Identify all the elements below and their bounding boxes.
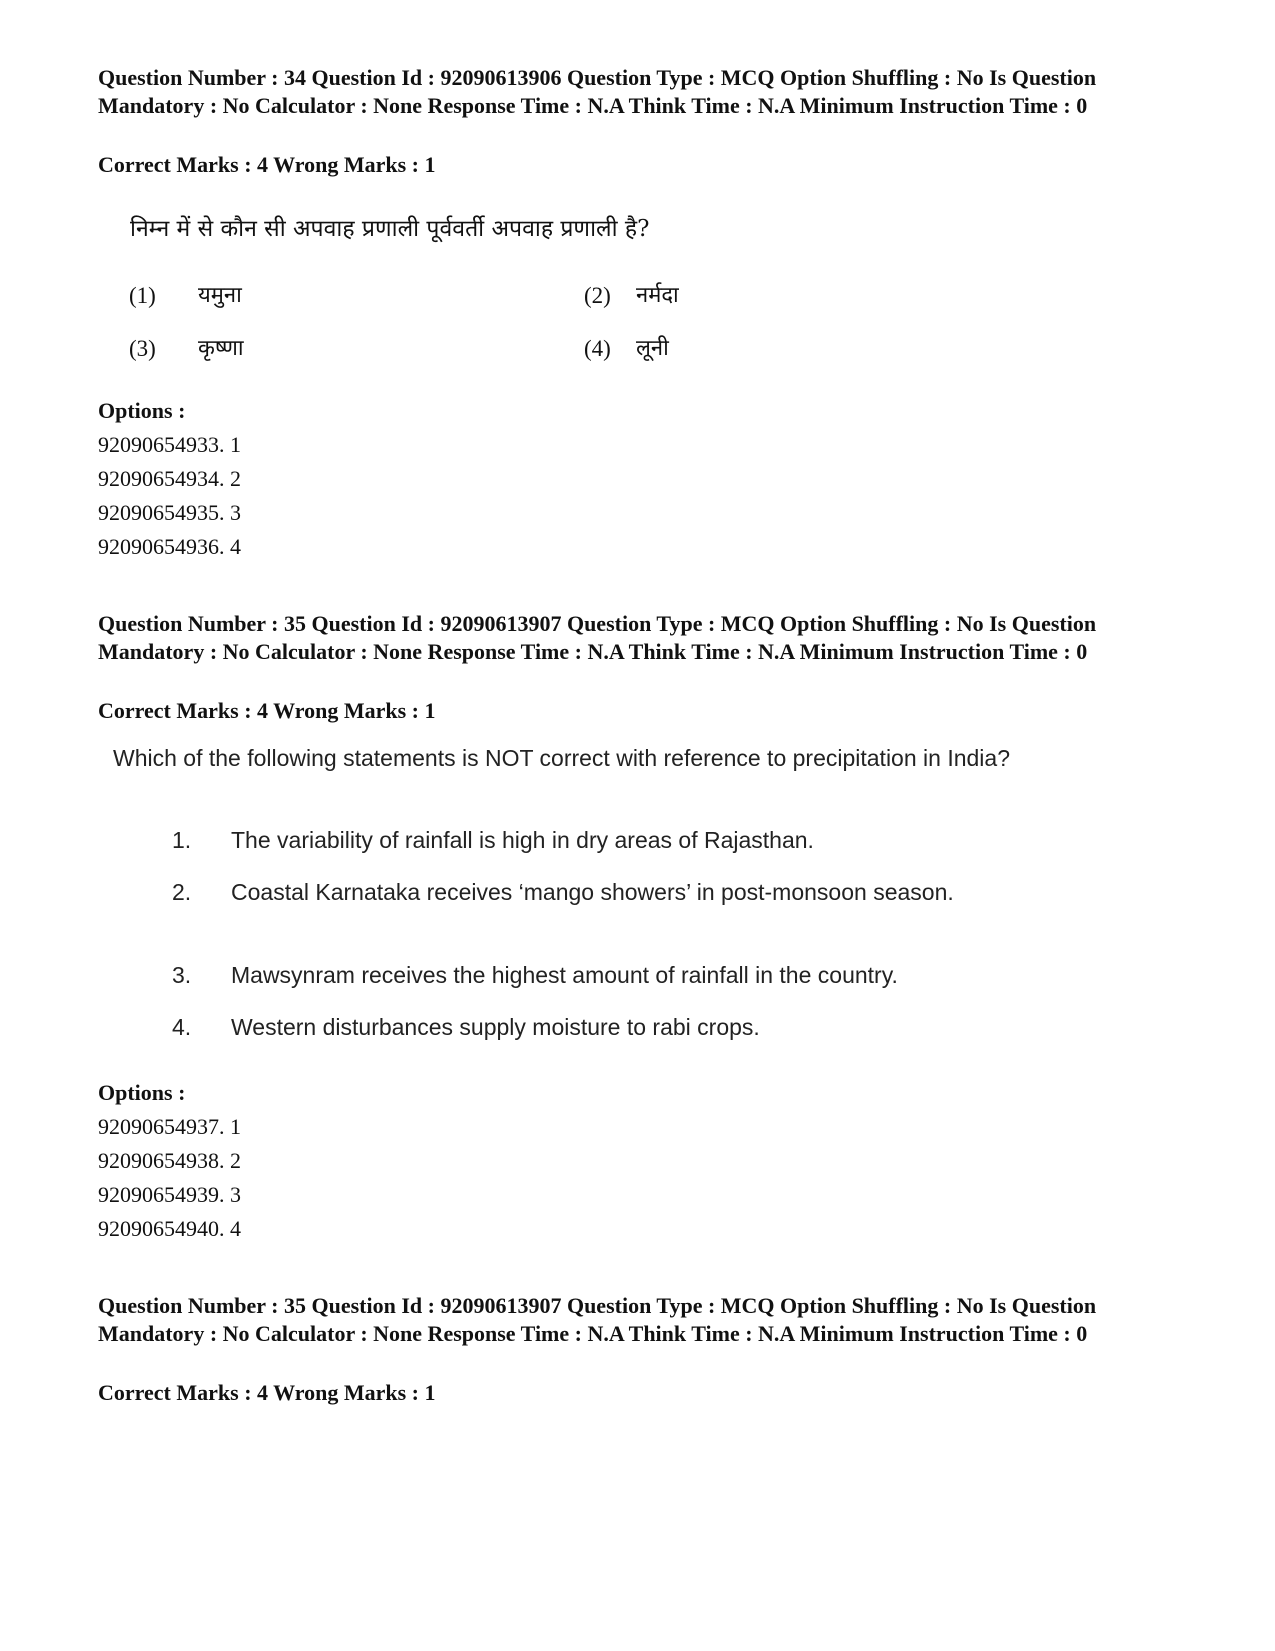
q34-marks: Correct Marks : 4 Wrong Marks : 1 bbox=[98, 152, 436, 177]
q34-option-1: 92090654933. 1 bbox=[98, 432, 241, 457]
q35-question-text: Which of the following statements is NOT correct with reference to precipitation in India? bbox=[113, 745, 1010, 771]
q35-statement-3-num: 3. bbox=[172, 962, 192, 988]
q35-repeat-marks: Correct Marks : 4 Wrong Marks : 1 bbox=[98, 1380, 436, 1405]
q34-choice-1-num: (1) bbox=[129, 283, 156, 308]
q34-choice-4-num: (4) bbox=[584, 336, 611, 361]
q34-option-3: 92090654935. 3 bbox=[98, 500, 241, 525]
q35-repeat-meta: Question Number : 35 Question Id : 92090613907 Question Type : MCQ Option Shuffling : No Is Question Mandatory : No Calculator : None Response Time : N.A Think Time : N.A Minimum Instruction Time : 0 bbox=[98, 1293, 1097, 1346]
q35-statement-1-text: The variability of rainfall is high in dry areas of Rajasthan. bbox=[231, 827, 814, 853]
q35-option-2: 92090654938. 2 bbox=[98, 1148, 241, 1173]
q35-options-title: Options : bbox=[98, 1080, 186, 1105]
q35-statement-2-text: Coastal Karnataka receives ‘mango showers’ in post-monsoon season. bbox=[231, 879, 954, 905]
q34-choice-1-text: यमुना bbox=[198, 283, 242, 308]
q34-meta: Question Number : 34 Question Id : 92090613906 Question Type : MCQ Option Shuffling : No Is Question Mandatory : No Calculator : None Response Time : N.A Think Time : N.A Minimum Instruction Time : 0 bbox=[98, 65, 1097, 118]
q34-choice-3-num: (3) bbox=[129, 336, 156, 361]
q35-option-4: 92090654940. 4 bbox=[98, 1216, 241, 1241]
q34-choice-3-text: कृष्णा bbox=[198, 336, 244, 361]
q35-option-1: 92090654937. 1 bbox=[98, 1114, 241, 1139]
q34-choice-4-text: लूनी bbox=[636, 336, 669, 361]
q35-statement-4-text: Western disturbances supply moisture to rabi crops. bbox=[231, 1014, 760, 1040]
q34-choice-2-num: (2) bbox=[584, 283, 611, 308]
q35-statement-4-num: 4. bbox=[172, 1014, 192, 1040]
q34-question-text: निम्न में से कौन सी अपवाह प्रणाली पूर्ववर्ती अपवाह प्रणाली है? bbox=[130, 216, 650, 242]
q35-marks: Correct Marks : 4 Wrong Marks : 1 bbox=[98, 698, 436, 723]
q35-statement-3-text: Mawsynram receives the highest amount of rainfall in the country. bbox=[231, 962, 898, 988]
q35-meta: Question Number : 35 Question Id : 92090613907 Question Type : MCQ Option Shuffling : No Is Question Mandatory : No Calculator : None Response Time : N.A Think Time : N.A Minimum Instruction Time : 0 bbox=[98, 611, 1097, 664]
q34-choice-2-text: नर्मदा bbox=[636, 283, 679, 308]
q34-option-4: 92090654936. 4 bbox=[98, 534, 241, 559]
q34-options-title: Options : bbox=[98, 398, 186, 423]
q35-statement-2-num: 2. bbox=[172, 879, 192, 905]
q35-option-3: 92090654939. 3 bbox=[98, 1182, 241, 1207]
q35-statement-1-num: 1. bbox=[172, 827, 192, 853]
q34-option-2: 92090654934. 2 bbox=[98, 466, 241, 491]
